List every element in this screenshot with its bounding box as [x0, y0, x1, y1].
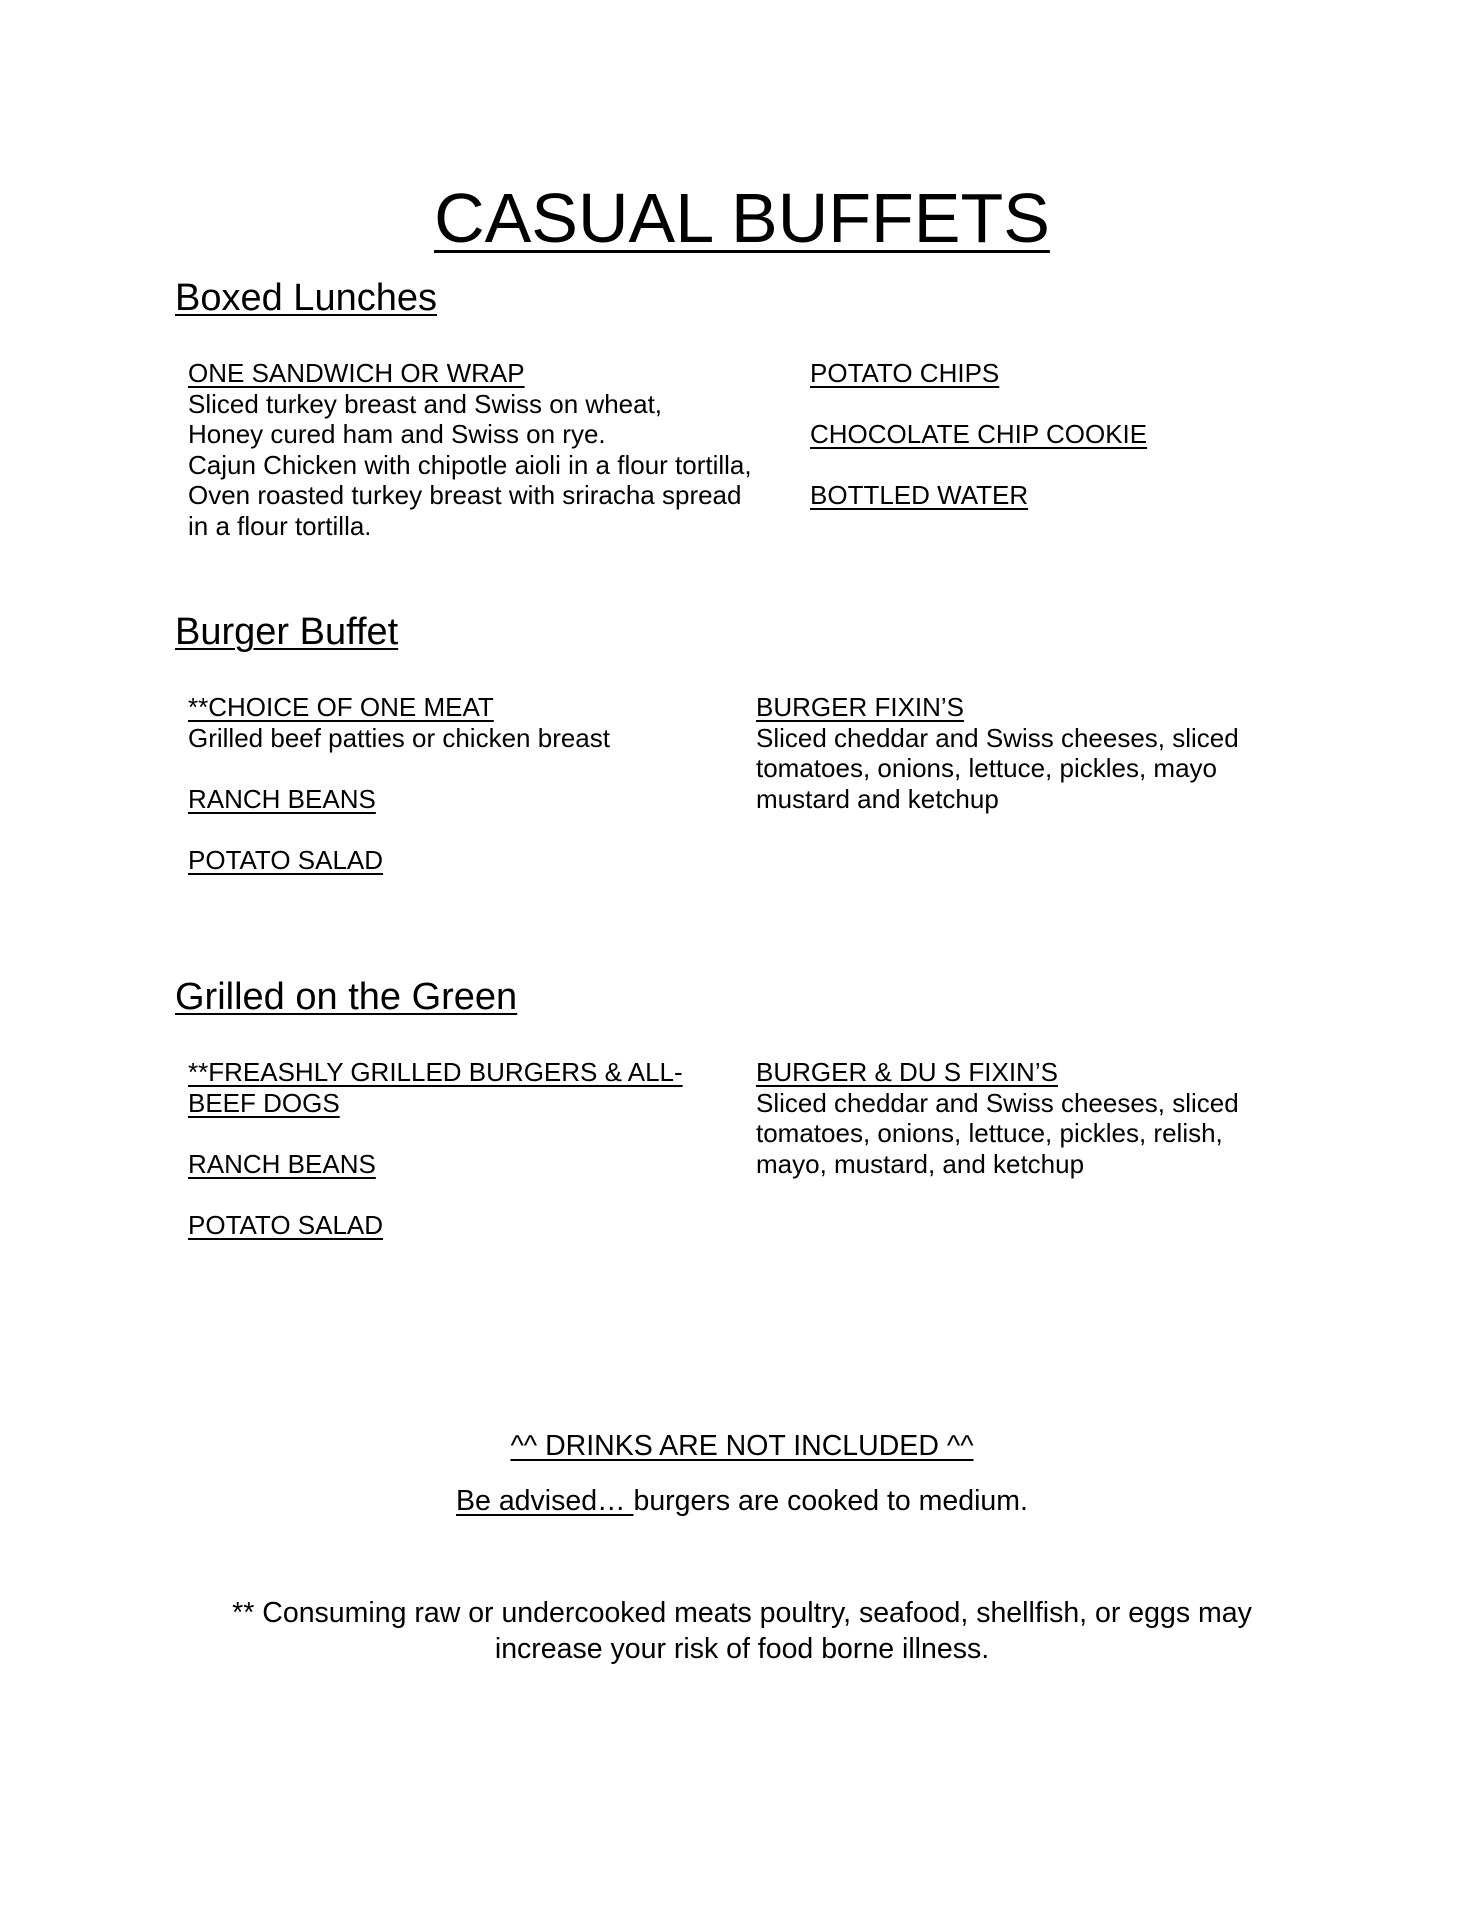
grilled-green-right-column	[756, 1057, 1239, 1179]
cookie-item: CHOCOLATE CHIP COOKIE	[810, 419, 1148, 449]
meat-choice-heading: **CHOICE OF ONE MEAT	[188, 692, 494, 722]
sandwich-line: in a flour tortilla.	[188, 510, 372, 541]
page-title: CASUAL BUFFETS	[434, 179, 1050, 257]
fixins-line: tomatoes, onions, lettuce, pickles, relish,	[756, 1118, 1223, 1148]
burger-fixins-heading: BURGER FIXIN’S	[756, 692, 965, 722]
potato-salad-item: POTATO SALAD	[188, 844, 384, 875]
burger-dogs-fixins-heading: BURGER & DU S FIXIN’S	[756, 1057, 1058, 1087]
potato-chips-item: POTATO CHIPS	[810, 358, 1000, 388]
ranch-beans-item: RANCH BEANS	[188, 1148, 376, 1179]
grilled-burgers-heading: **FREASHLY GRILLED BURGERS & ALL-	[188, 1057, 683, 1087]
sandwich-line: Oven roasted turkey breast with sriracha spread	[188, 480, 742, 510]
fixins-line: mustard and ketchup	[756, 783, 999, 814]
burger-buffet-heading: Burger Buffet	[175, 611, 399, 653]
advised-prefix: Be advised…	[456, 1485, 634, 1517]
food-safety-warning: ** Consuming raw or undercooked meats poultry, seafood, shellfish, or eggs may increase your risk of food borne illness.	[232, 1597, 1252, 1665]
sandwich-line: Honey cured ham and Swiss on rye.	[188, 419, 606, 449]
burger-buffet-right-column	[756, 692, 1239, 814]
sandwich-heading: ONE SANDWICH OR WRAP	[188, 358, 525, 388]
fixins-line: Sliced cheddar and Swiss cheeses, sliced	[756, 1087, 1239, 1118]
grilled-green-heading: Grilled on the Green	[175, 976, 518, 1018]
sandwich-line: Sliced turkey breast and Swiss on wheat,	[188, 388, 663, 419]
meat-choice-line: Grilled beef patties or chicken breast	[188, 722, 610, 753]
advised-note	[0, 1483, 1484, 1519]
fixins-line: mayo, mustard, and ketchup	[756, 1148, 1085, 1179]
fixins-line: tomatoes, onions, lettuce, pickles, mayo	[756, 753, 1218, 783]
boxed-lunches-heading: Boxed Lunches	[175, 277, 437, 319]
sandwich-line: Cajun Chicken with chipotle aioli in a flour tortilla,	[188, 449, 752, 480]
boxed-lunches-right-column	[810, 358, 1147, 511]
boxed-lunches-left-column	[188, 358, 752, 541]
water-item: BOTTLED WATER	[810, 480, 1029, 510]
grilled-green-left-column	[188, 1057, 683, 1240]
potato-salad-item: POTATO SALAD	[188, 1209, 384, 1240]
grilled-burgers-heading-cont: BEEF DOGS	[188, 1087, 340, 1118]
drinks-note: ^^ DRINKS ARE NOT INCLUDED ^^	[510, 1430, 974, 1462]
fixins-line: Sliced cheddar and Swiss cheeses, sliced	[756, 722, 1239, 753]
burger-buffet-left-column	[188, 692, 610, 875]
advised-rest: burgers are cooked to medium.	[633, 1485, 1028, 1517]
ranch-beans-item: RANCH BEANS	[188, 783, 376, 814]
